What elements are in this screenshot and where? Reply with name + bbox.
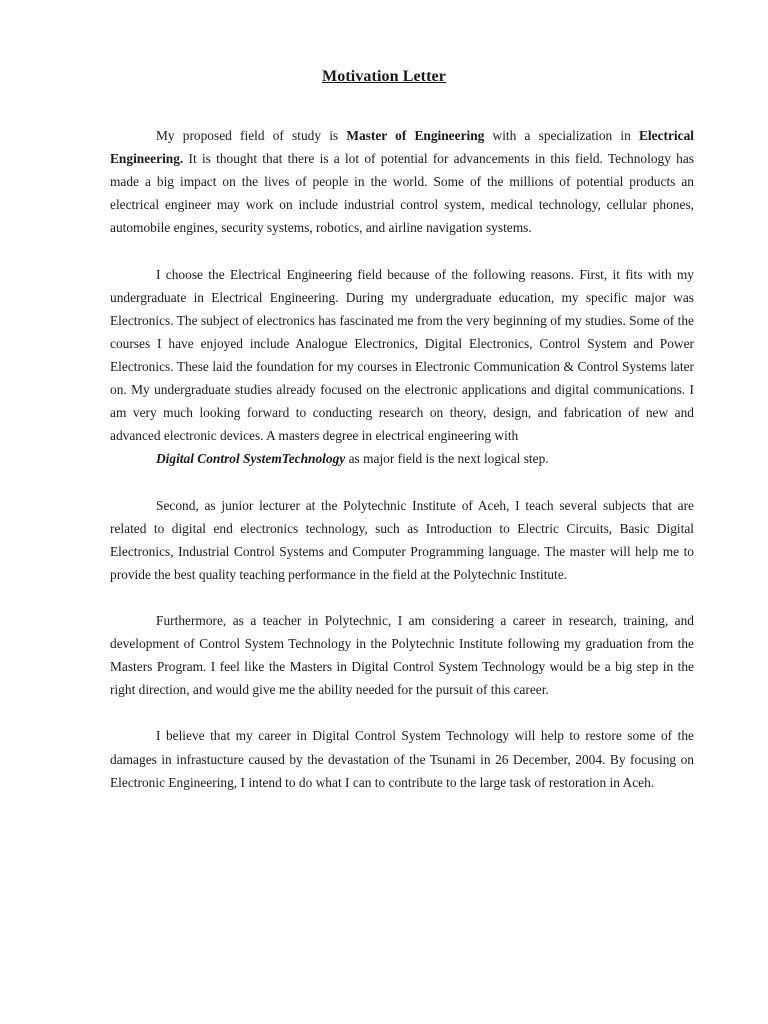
p1-text-2: with a specialization in xyxy=(484,128,639,143)
letter-body xyxy=(110,124,694,817)
p1-bold-specialization: Electrical Engineering. xyxy=(110,128,694,167)
paragraph-field-of-study xyxy=(110,124,694,239)
p1-text-1: My proposed field of study is xyxy=(156,128,347,143)
paragraph-major-field xyxy=(110,447,694,470)
paragraph-restoration: I believe that my career in Digital Control System Technology will help to restore some of the damages in infrastucture caused by the devastation of the Tsunami in 26 December, 2004. By focusing on Electronic Engineering, I intend to do what I can to contribute to the large task of restoration in Aceh. xyxy=(110,728,694,790)
paragraph-lecturer: Second, as junior lecturer at the Polytechnic Institute of Aceh, I teach several subjects that are related to digital end electronics technology, such as Introduction to Electric Circuits, Basic Digital Electronics, Industrial Control Systems and Computer Programming language. The master will help me to provide the best quality teaching performance in the field at the Polytechnic Institute. xyxy=(110,497,694,582)
major-field-text: as major field is the next logical step. xyxy=(345,451,549,467)
p1-text-3: It is thought that there is a lot of potential for advancements in this field. Technology has made a big impact on the lives of people in the world. Some of the millions of potential products an electrical engineer may work on include industrial control system, medical technology, cellular phones, automobile engines, security systems, robotics, and airline navigation systems. xyxy=(110,151,694,236)
p1-bold-degree: Master of Engineering xyxy=(346,128,485,143)
major-field-emphasis: Digital Control SystemTechnology xyxy=(156,451,346,467)
page-title: Motivation Letter xyxy=(322,68,446,85)
paragraph-reasons: I choose the Electrical Engineering field because of the following reasons. First, it fits with my undergraduate in Electrical Engineering. During my undergraduate education, my specific major was Electronics. The subject of electronics has fascinated me from the very beginning of my studies. Some of the courses I have enjoyed include Analogue Electronics, Digital Electronics, Control System and Power Electronics. These laid the foundation for my courses in Electronic Communication & Control Systems later on. My undergraduate studies already focused on the electronic applications and digital communications. I am very much looking forward to conducting research on theory, design, and fabrication of new and advanced electronic devices. A masters degree in electrical engineering with xyxy=(110,266,694,444)
paragraph-career: Furthermore, as a teacher in Polytechnic, I am considering a career in research, training, and development of Control System Technology in the Polytechnic Institute following my graduation from the Masters Program. I feel like the Masters in Digital Control System Technology would be a big step in the right direction, and would give me the ability needed for the pursuit of this career. xyxy=(110,612,694,698)
